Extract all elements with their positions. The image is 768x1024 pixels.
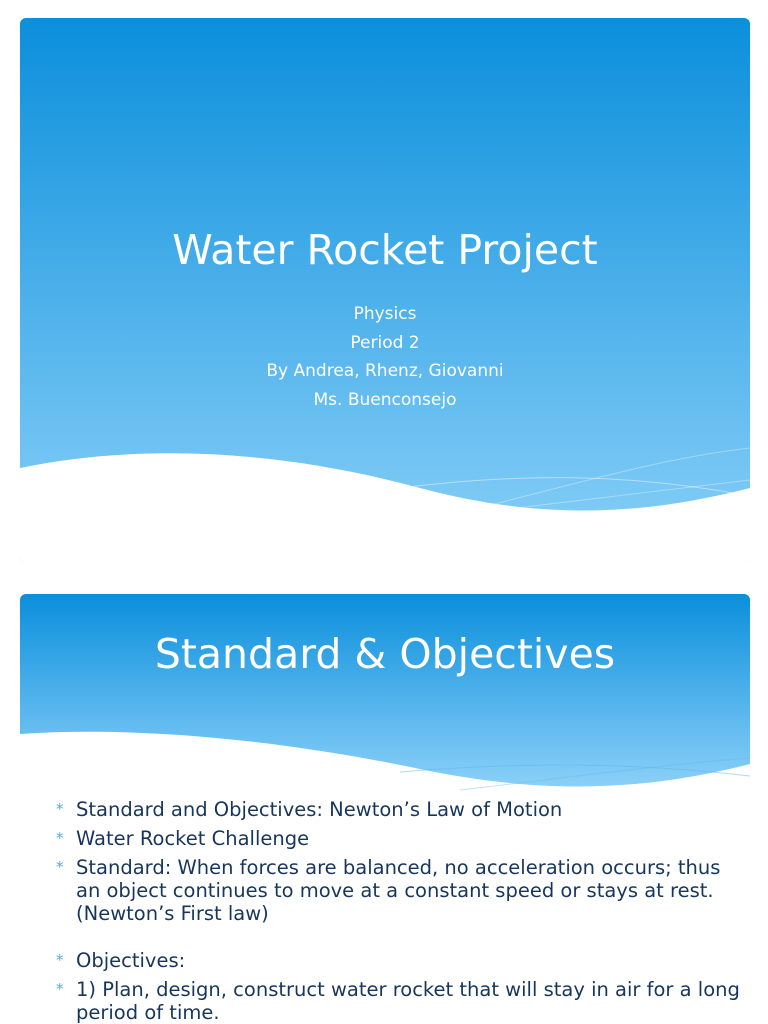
list-item-text: 1) Plan, design, construct water rocket that will stay in air for a long period of time.: [76, 978, 740, 1024]
asterisk-bullet-icon: *: [56, 800, 64, 818]
list-item: [56, 827, 746, 850]
list-item: [56, 856, 746, 925]
subtitle-line: Physics: [353, 304, 417, 324]
subtitle-line: Period 2: [350, 332, 420, 353]
subtitle-line: By Andrea, Rhenz, Giovanni: [266, 361, 504, 381]
slide-title: Water Rocket Project: [172, 226, 598, 274]
slide-background: [20, 18, 750, 563]
title-slide: [20, 18, 750, 563]
subtitle-line: Ms. Buenconsejo: [313, 389, 457, 410]
slide-title: Standard & Objectives: [154, 630, 616, 678]
asterisk-bullet-icon: *: [56, 980, 64, 998]
asterisk-bullet-icon: *: [56, 858, 64, 876]
content-slide: [20, 594, 750, 1024]
list-item-text: Objectives:: [76, 949, 186, 972]
list-item-text: Water Rocket Challenge: [76, 827, 310, 850]
list-item: [56, 949, 746, 972]
list-item-text: Standard: When forces are balanced, no acceleration occurs; thus an object continues to move at a constant speed or stays at rest. (Newton’s First law): [76, 856, 721, 925]
asterisk-bullet-icon: *: [56, 951, 64, 969]
list-item: [56, 978, 746, 1024]
asterisk-bullet-icon: *: [56, 829, 64, 847]
bullet-list: [56, 798, 746, 1024]
subtitle-block: [20, 300, 750, 414]
list-item: [56, 798, 746, 821]
list-item-text: Standard and Objectives: Newton’s Law of Motion: [76, 798, 563, 821]
